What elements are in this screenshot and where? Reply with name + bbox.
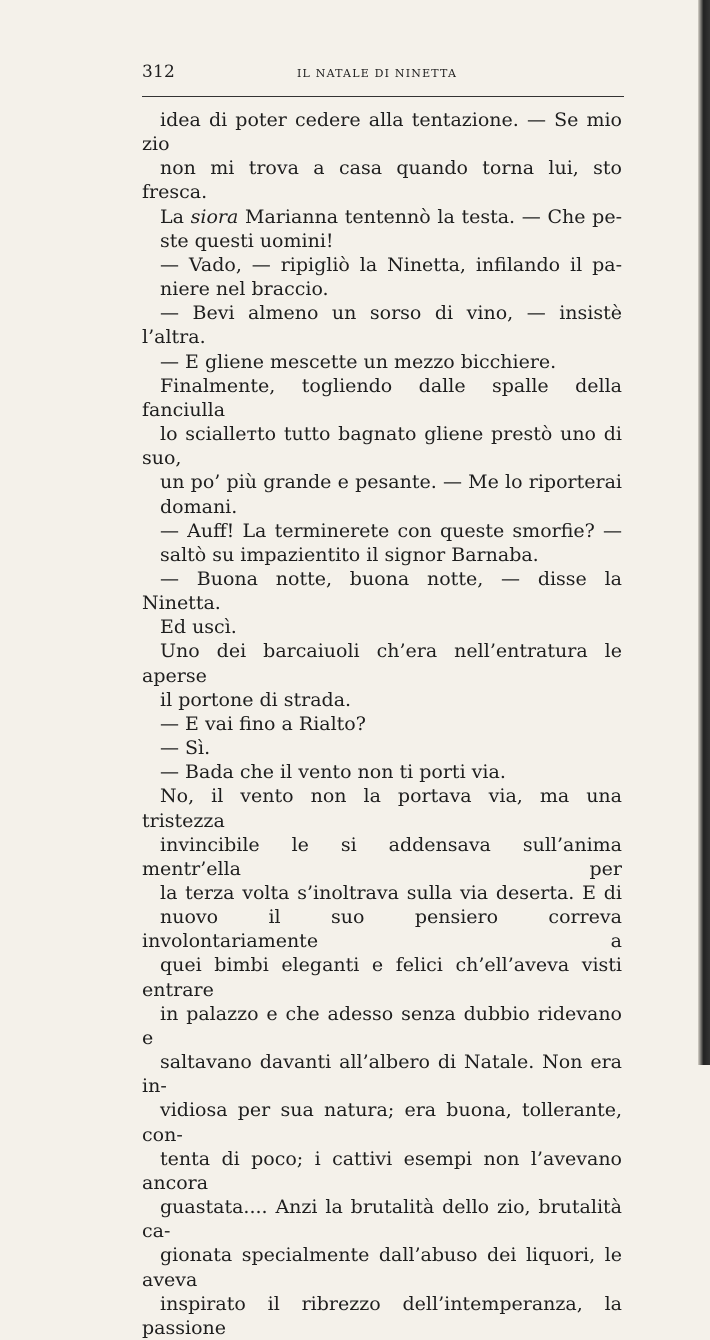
text-run: La — [160, 205, 191, 228]
paragraph — [142, 736, 622, 760]
text-line: non mi trova a casa quando torna lui, sto fresca. — [142, 157, 622, 204]
text-line: vidiosa per sua natura; era buona, tollerante, con- — [142, 1099, 622, 1146]
paragraph — [142, 253, 622, 301]
text-line: No, il vento non la portava via, ma una tristezza — [142, 785, 622, 832]
text-line: — Bada che il vento non ti porti via. — [160, 761, 506, 784]
header-rule — [142, 96, 624, 97]
text-line: ste questi uomini! — [160, 229, 334, 252]
text-line: invincibile le si addensava sull’anima mentr’ella per — [142, 833, 622, 880]
paragraph — [142, 519, 622, 567]
text-line: — Sì. — [160, 737, 211, 760]
italic-text-run: siora — [190, 205, 239, 228]
text-line: inspirato il ribrezzo dell’intemperanza, la passione — [142, 1292, 622, 1339]
text-line: — E gliene mescette un mezzo bicchiere. — [160, 350, 557, 373]
page-edge-shadow — [698, 0, 710, 1065]
text-line: gionata specialmente dall’abuso dei liquori, le aveva — [142, 1244, 622, 1291]
text-line: saltavano davanti all’albero di Natale. Non era in- — [142, 1051, 622, 1098]
text-line: in palazzo e che adesso senza dubbio ridevano e — [142, 1002, 622, 1049]
text-run: Marianna tentennò la testa. — Che pe- — [238, 205, 623, 228]
paragraph — [142, 760, 622, 784]
text-line: nuovo il suo pensiero correva involontariamente a — [142, 906, 622, 953]
text-line: — Vado, — ripigliò la Ninetta, infilando il pa- — [160, 253, 622, 276]
text-line: — E vai fino a Rialto? — [160, 712, 366, 735]
page-header — [0, 0, 710, 110]
text-line: il portone di strada. — [160, 688, 352, 711]
text-line: quei bimbi eleganti e felici ch’ell’aveva visti entrare — [142, 954, 622, 1001]
paragraph — [142, 374, 622, 519]
text-line: saltò su impazientito il signor Barnaba. — [160, 543, 539, 566]
text-line: — Auff! La terminerete con queste smorfie? — — [160, 519, 622, 542]
text-line: Uno dei barcaiuoli ch’era nell’entratura le aperse — [142, 640, 622, 687]
text-line: niere nel braccio. — [160, 278, 329, 301]
text-line: — Buona notte, buona notte, — disse la Ninetta. — [142, 567, 622, 615]
paragraph — [142, 639, 622, 711]
text-line: la terza volta s’inoltrava sulla via deserta. E di — [160, 882, 622, 904]
paragraph — [142, 784, 622, 1340]
paragraph — [142, 205, 622, 253]
paragraph — [142, 108, 622, 205]
text-line: Finalmente, togliendo dalle spalle della fanciulla — [142, 374, 622, 421]
text-line: tenta di poco; i cattivi esempi non l’avevano ancora — [142, 1147, 622, 1194]
text-line: — Bevi almeno un sorso di vino, — insistè l’altra. — [142, 302, 622, 349]
paragraph — [142, 712, 622, 736]
text-line: domani. — [160, 495, 238, 518]
text-line — [142, 205, 622, 229]
page-number: 312 — [142, 62, 176, 82]
text-line: Ed uscì. — [160, 616, 237, 639]
text-line: un po’ più grande e pesante. — Me lo riporterai — [160, 471, 622, 494]
paragraph — [142, 301, 622, 373]
paragraph — [142, 567, 622, 639]
body-text — [142, 108, 622, 1340]
text-line: guastata.... Anzi la brutalità dello zio, brutalità ca- — [142, 1196, 622, 1243]
running-title: IL NATALE DI NINETTA — [297, 67, 458, 80]
text-line: idea di poter cedere alla tentazione. — Se mio zio — [142, 109, 622, 156]
text-line: lo sciallетto tutto bagnato gliene prestò uno di suo, — [142, 423, 622, 470]
